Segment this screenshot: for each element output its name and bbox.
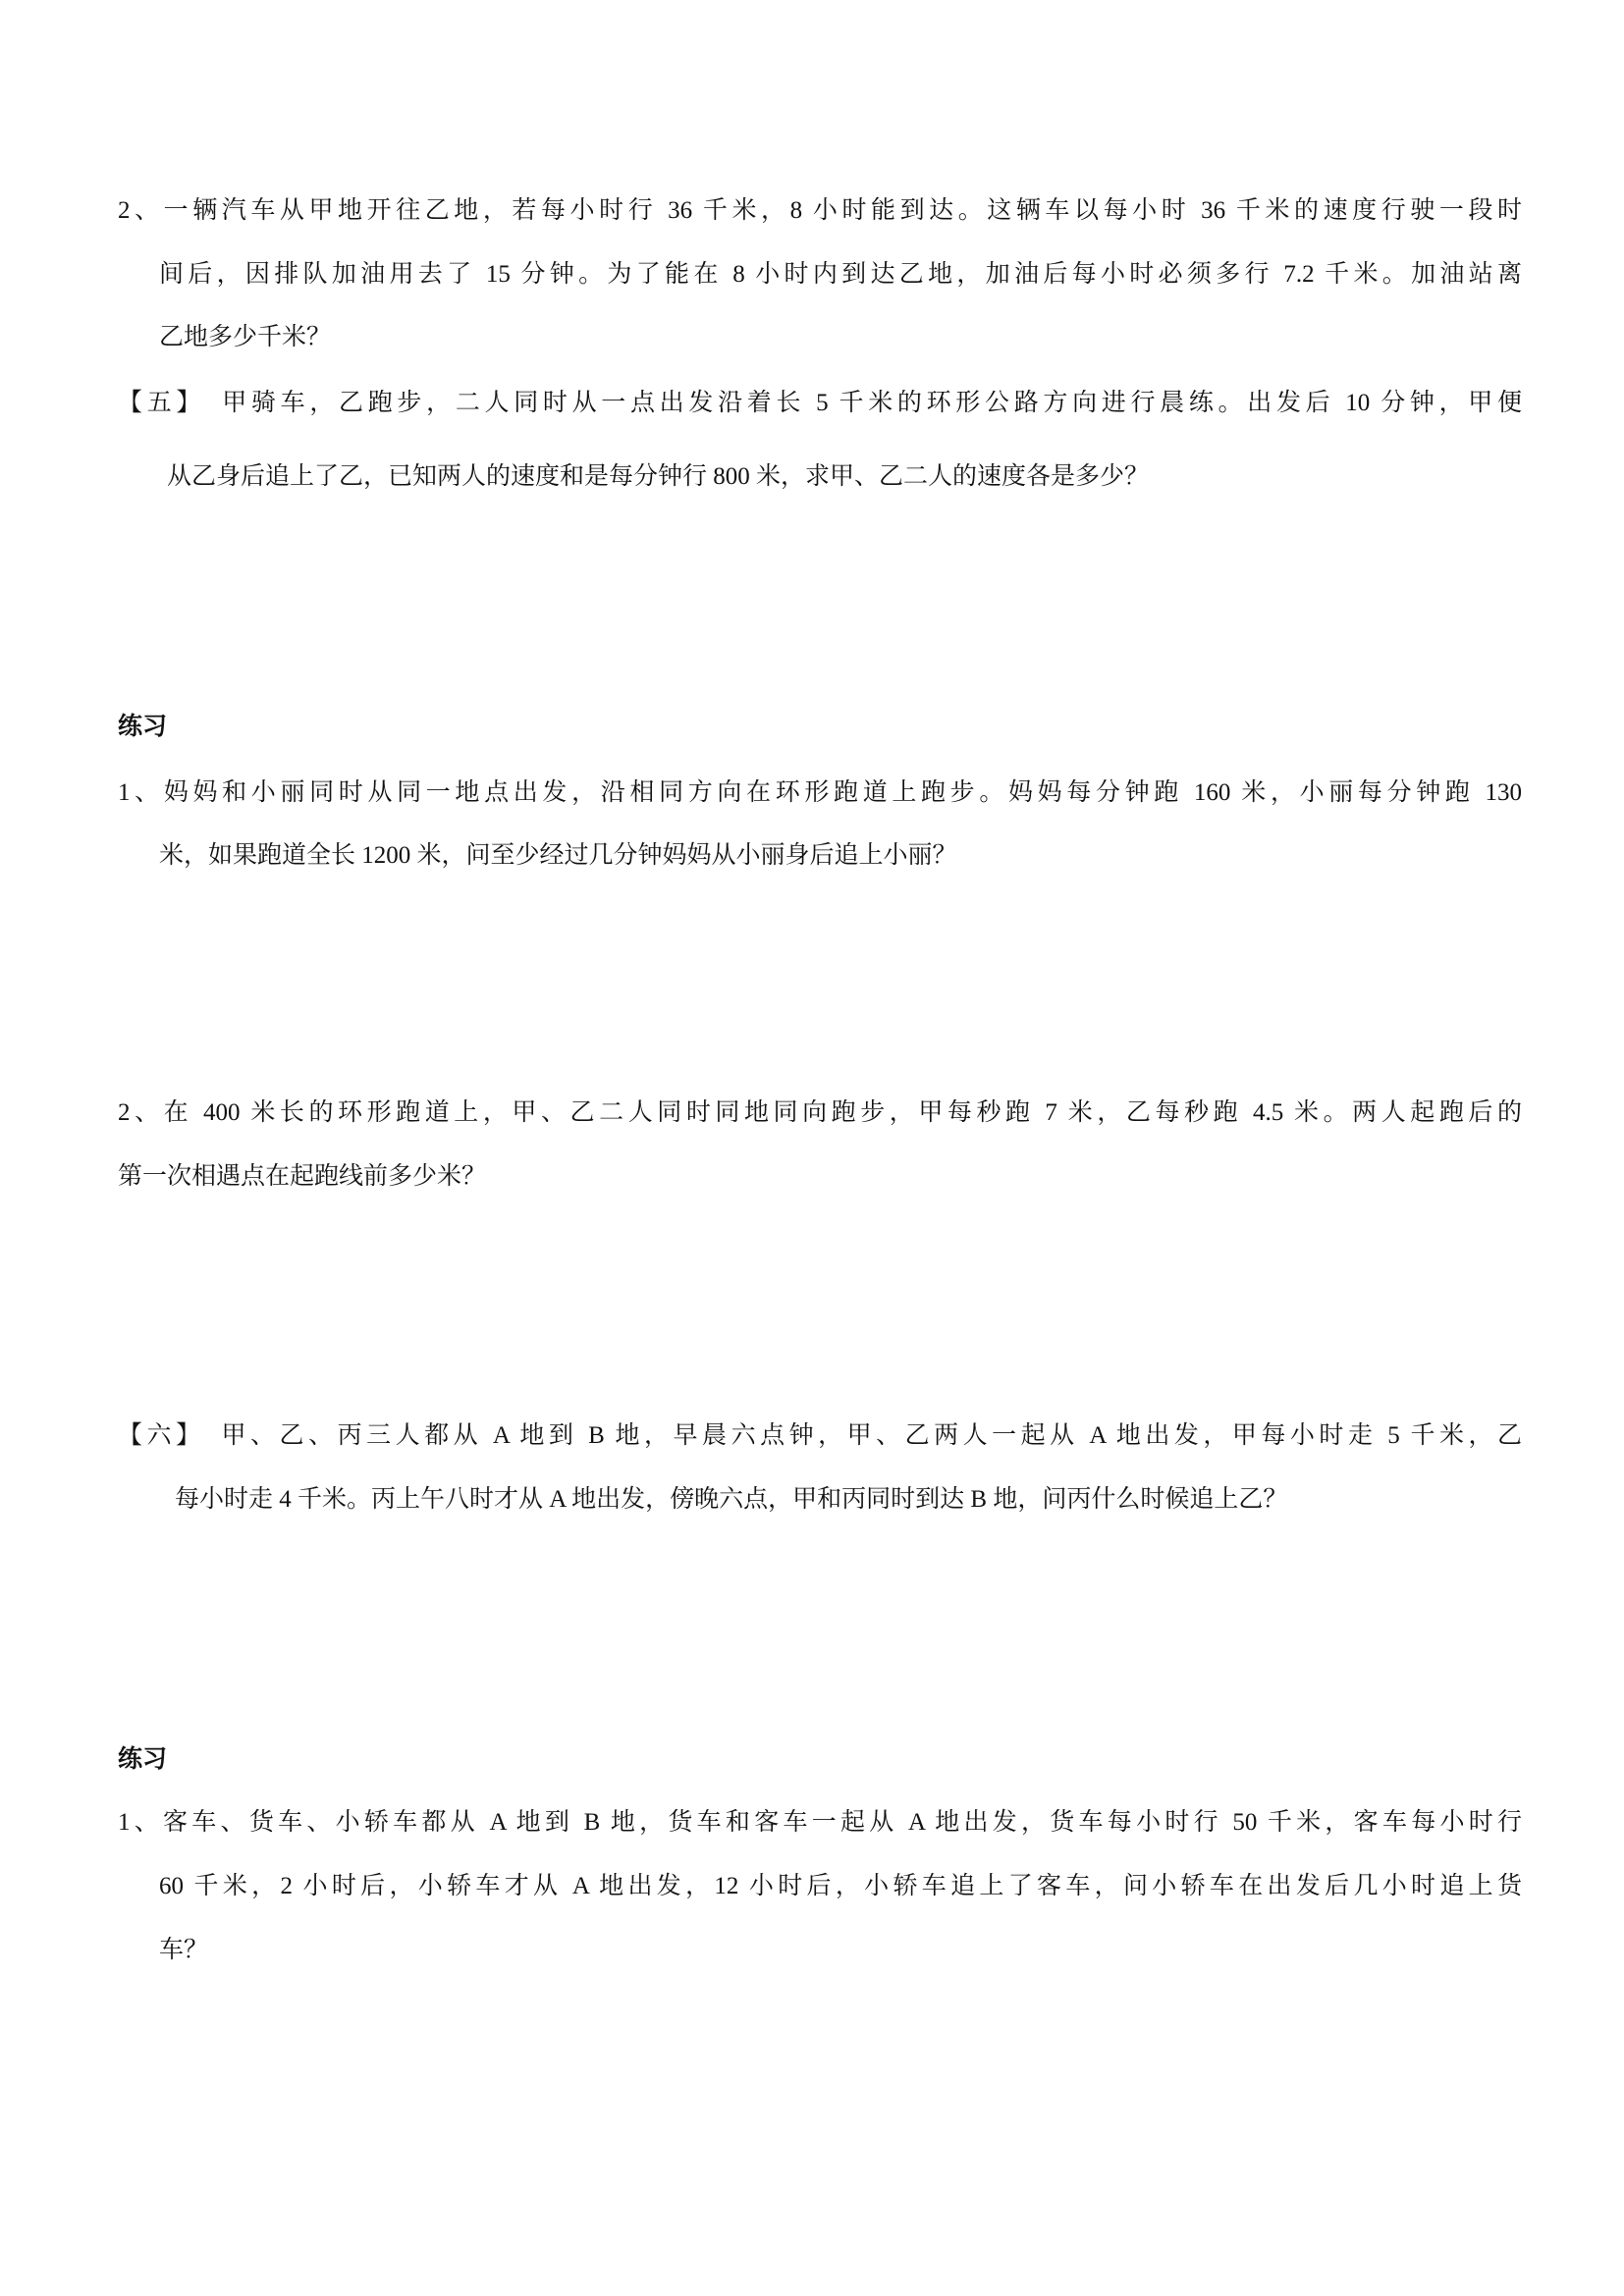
text-line: 1、客车、货车、小轿车都从 A 地到 B 地，货车和客车一起从 A 地出发，货车每小时行 50 千米，客车每小时行 — [118, 1809, 1522, 1836]
practice-heading: 练习 — [118, 714, 168, 740]
text-line: 每小时走 4 千米。丙上午八时才从 A 地出发，傍晚六点，甲和丙同时到达 B 地，问丙什么时候追上乙？ — [175, 1486, 1288, 1513]
text-line: 1、妈妈和小丽同时从同一地点出发，沿相同方向在环形跑道上跑步。妈妈每分钟跑 160 米，小丽每分钟跑 130 — [118, 779, 1522, 806]
text-line: 第一次相遇点在起跑线前多少米？ — [118, 1163, 487, 1190]
text-line: 2、在 400 米长的环形跑道上，甲、乙二人同时同地同向跑步，甲每秒跑 7 米，乙每秒跑 4.5 米。两人起跑后的 — [118, 1099, 1522, 1126]
text-line: 米，如果跑道全长 1200 米，问至少经过几分钟妈妈从小丽身后追上小丽？ — [159, 842, 957, 869]
text-line: 车？ — [159, 1937, 209, 1963]
text-line: 【五】 甲骑车，乙跑步，二人同时从一点出发沿着长 5 千米的环形公路方向进行晨练。出发后 10 分钟，甲便 — [118, 390, 1522, 416]
text-line: 乙地多少千米？ — [159, 324, 332, 350]
text-line: 从乙身后追上了乙，已知两人的速度和是每分钟行 800 米，求甲、乙二人的速度各是多少？ — [167, 463, 1150, 490]
text-line: 间后，因排队加油用去了 15 分钟。为了能在 8 小时内到达乙地，加油后每小时必须多行 7.2 千米。加油站离 — [159, 261, 1522, 288]
text-line: 60 千米，2 小时后，小轿车才从 A 地出发，12 小时后，小轿车追上了客车，问小轿车在出发后几小时追上货 — [159, 1873, 1522, 1899]
text-line: 【六】 甲、乙、丙三人都从 A 地到 B 地，早晨六点钟，甲、乙两人一起从 A 地出发，甲每小时走 5 千米，乙 — [118, 1422, 1522, 1449]
text-line: 2、一辆汽车从甲地开往乙地，若每小时行 36 千米，8 小时能到达。这辆车以每小时 36 千米的速度行驶一段时 — [118, 197, 1522, 224]
practice-heading: 练习 — [118, 1746, 168, 1773]
